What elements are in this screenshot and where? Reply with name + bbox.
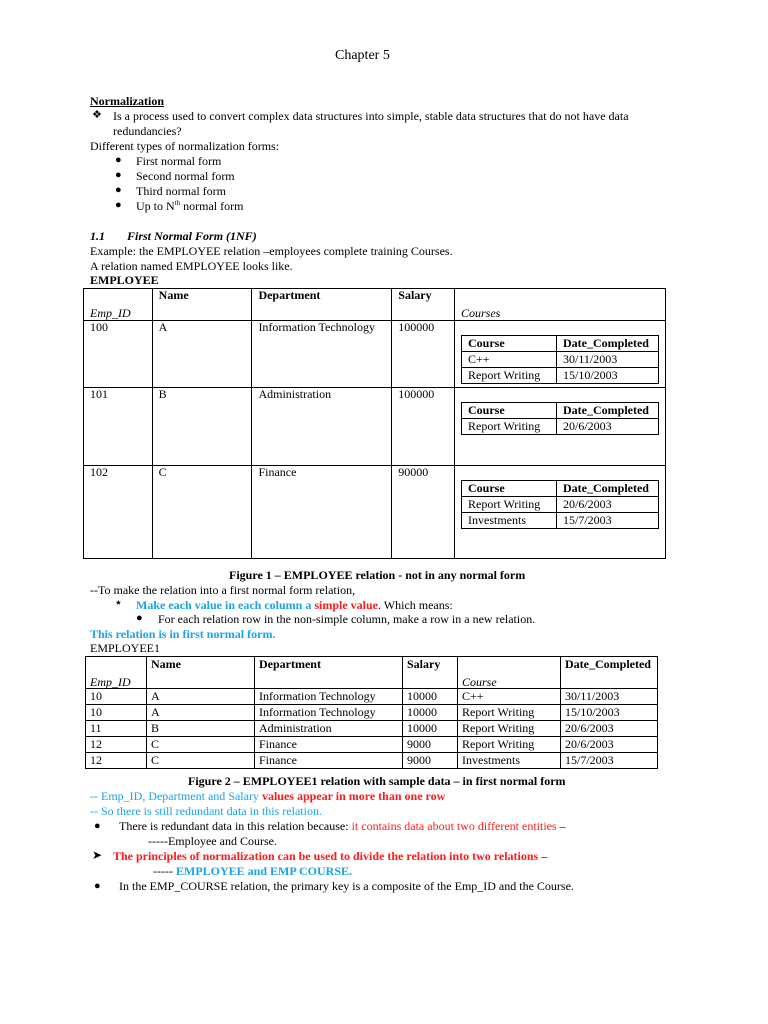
cell-salary: 9000 — [403, 753, 458, 769]
arrow-bullet-icon: ➤ — [92, 848, 103, 862]
bullet-icon: ● — [94, 820, 101, 832]
courses-subtable — [461, 480, 659, 529]
cell-department: Finance — [252, 466, 392, 559]
cell-department: Finance — [255, 753, 403, 769]
cell-name: A — [147, 705, 255, 721]
definition-line-2: redundancies? — [113, 124, 182, 138]
cell-date: 20/6/2003 — [561, 721, 658, 737]
cell-name: C — [147, 737, 255, 753]
cell-name: C — [152, 466, 252, 559]
courses-subtable — [461, 335, 659, 384]
normalization-heading: Normalization — [90, 94, 164, 108]
cell-emp-id: 12 — [86, 737, 147, 753]
bullet-icon: ● — [115, 169, 122, 181]
note-still-redundant: -- So there is still redundant data in this relation. — [90, 804, 322, 818]
table-row — [84, 388, 666, 466]
course-row — [462, 419, 659, 435]
note-primary-key: In the EMP_COURSE relation, the primary key is a composite of the Emp_ID and the Course. — [119, 879, 574, 893]
definition-line-1: Is a process used to convert complex data structures into simple, stable data structures that do not have data — [113, 109, 629, 123]
subheader-course: Course — [462, 336, 557, 352]
header-date: Date_Completed — [561, 657, 658, 689]
cell-department: Information Technology — [252, 321, 392, 388]
to-make-line: --To make the relation into a first normal form relation, — [90, 583, 356, 597]
header-department: Department — [252, 289, 392, 321]
table-row — [86, 721, 658, 737]
employee1-table-title: EMPLOYEE1 — [90, 641, 160, 655]
figure1-caption: Figure 1 – EMPLOYEE relation - not in any normal form — [229, 568, 526, 582]
cell-course: Report Writing — [458, 721, 561, 737]
employee1-table — [85, 656, 658, 769]
figure2-caption: Figure 2 – EMPLOYEE1 relation with sample data – in first normal form — [188, 774, 566, 788]
cell-salary: 100000 — [392, 321, 455, 388]
first-normal-form-note: This relation is in first normal form. — [90, 627, 276, 641]
table-row — [84, 466, 666, 559]
cell-date: 15/7/2003 — [561, 753, 658, 769]
cell-salary: 9000 — [403, 737, 458, 753]
form-item-nth: Up to $N^{th}$ normal form — [136, 199, 244, 213]
cell-emp-id: 10 — [86, 705, 147, 721]
course-row — [462, 368, 659, 384]
note-redundant-columns: -- Emp_ID, Department and Salary values appear in more than one row — [90, 789, 446, 803]
cell-course: Investments — [458, 753, 561, 769]
subheader-date: Date_Completed — [557, 481, 659, 497]
cell-emp-id: 10 — [86, 689, 147, 705]
cell-date: 15/7/2003 — [557, 513, 659, 529]
bullet-icon: ● — [115, 154, 122, 166]
header-salary: Salary — [392, 289, 455, 321]
cell-department: Administration — [252, 388, 392, 466]
form-item: Third normal form — [136, 184, 226, 198]
cell-emp-id: 102 — [84, 466, 153, 559]
table-row — [86, 705, 658, 721]
cell-emp-id: 101 — [84, 388, 153, 466]
cell-courses — [455, 388, 666, 466]
cell-salary: 90000 — [392, 466, 455, 559]
cell-date: 20/6/2003 — [557, 497, 659, 513]
cell-salary: 10000 — [403, 705, 458, 721]
cell-emp-id: 11 — [86, 721, 147, 737]
section-title: First Normal Form (1NF) — [127, 229, 257, 243]
table-row — [86, 689, 658, 705]
header-department: Department — [255, 657, 403, 689]
cell-department: Administration — [255, 721, 403, 737]
cell-department: Finance — [255, 737, 403, 753]
bullet-icon: ● — [94, 880, 101, 892]
relation-line: A relation named EMPLOYEE looks like. — [90, 259, 293, 273]
table-row — [84, 321, 666, 388]
table-row — [86, 737, 658, 753]
note-two-entities: There is redundant data in this relation because: it contains data about two different entities – — [119, 819, 566, 833]
cell-name: B — [152, 388, 252, 466]
cell-course: Report Writing — [462, 368, 557, 384]
cell-name: A — [152, 321, 252, 388]
cell-course: C++ — [458, 689, 561, 705]
make-each-line: Make each value in each column a simple value. Which means: — [136, 598, 453, 612]
note-two-relations: ----- EMPLOYEE and EMP COURSE. — [153, 864, 353, 878]
cell-course: C++ — [462, 352, 557, 368]
cell-courses — [455, 321, 666, 388]
cell-date: 30/11/2003 — [561, 689, 658, 705]
employee-table-title: EMPLOYEE — [90, 273, 159, 287]
cell-department: Information Technology — [255, 689, 403, 705]
course-row — [462, 352, 659, 368]
form-item: First normal form — [136, 154, 222, 168]
cell-courses — [455, 466, 666, 559]
cell-course: Report Writing — [462, 419, 557, 435]
cell-salary: 10000 — [403, 721, 458, 737]
bullet-icon: ● — [115, 199, 122, 211]
form-item: Second normal form — [136, 169, 235, 183]
header-salary: Salary — [403, 657, 458, 689]
cell-date: 30/11/2003 — [557, 352, 659, 368]
cell-department: Information Technology — [255, 705, 403, 721]
subheader-date: Date_Completed — [557, 403, 659, 419]
example-line: Example: the EMPLOYEE relation –employees complete training Courses. — [90, 244, 453, 258]
header-emp-id: Emp_ID — [84, 289, 153, 321]
cell-salary: 10000 — [403, 689, 458, 705]
cell-name: A — [147, 689, 255, 705]
header-course: Course — [458, 657, 561, 689]
bullet-icon: ● — [115, 184, 122, 196]
course-row — [462, 513, 659, 529]
course-row — [462, 497, 659, 513]
cell-course: Report Writing — [458, 737, 561, 753]
table-header-row — [84, 289, 666, 321]
cell-date: 20/6/2003 — [561, 737, 658, 753]
header-courses: Courses — [455, 289, 666, 321]
cell-date: 15/10/2003 — [561, 705, 658, 721]
bullet-icon: ● — [136, 612, 143, 624]
cell-course: Report Writing — [458, 705, 561, 721]
subheader-course: Course — [462, 403, 557, 419]
header-name: Name — [147, 657, 255, 689]
header-emp-id: Emp_ID — [86, 657, 147, 689]
cell-name: B — [147, 721, 255, 737]
subheader-course: Course — [462, 481, 557, 497]
table-header-row — [86, 657, 658, 689]
note-principles: The principles of normalization can be used to divide the relation into two relations – — [113, 849, 548, 863]
subheader-date: Date_Completed — [557, 336, 659, 352]
types-intro: Different types of normalization forms: — [90, 139, 280, 153]
courses-subtable — [461, 402, 659, 435]
cell-course: Report Writing — [462, 497, 557, 513]
employee-table — [83, 288, 666, 559]
star-icon: ⋆ — [114, 596, 123, 611]
note-employee-course: -----Employee and Course. — [148, 834, 277, 848]
cell-emp-id: 12 — [86, 753, 147, 769]
cell-name: C — [147, 753, 255, 769]
cell-date: 20/6/2003 — [557, 419, 659, 435]
cell-salary: 100000 — [392, 388, 455, 466]
cell-emp-id: 100 — [84, 321, 153, 388]
for-each-line: For each relation row in the non-simple column, make a row in a new relation. — [158, 612, 536, 626]
diamond-bullet-icon: ❖ — [92, 109, 102, 121]
cell-date: 15/10/2003 — [557, 368, 659, 384]
section-number: 1.1 — [90, 229, 105, 243]
chapter-title: Chapter 5 — [335, 48, 390, 63]
header-name: Name — [152, 289, 252, 321]
table-row — [86, 753, 658, 769]
cell-course: Investments — [462, 513, 557, 529]
